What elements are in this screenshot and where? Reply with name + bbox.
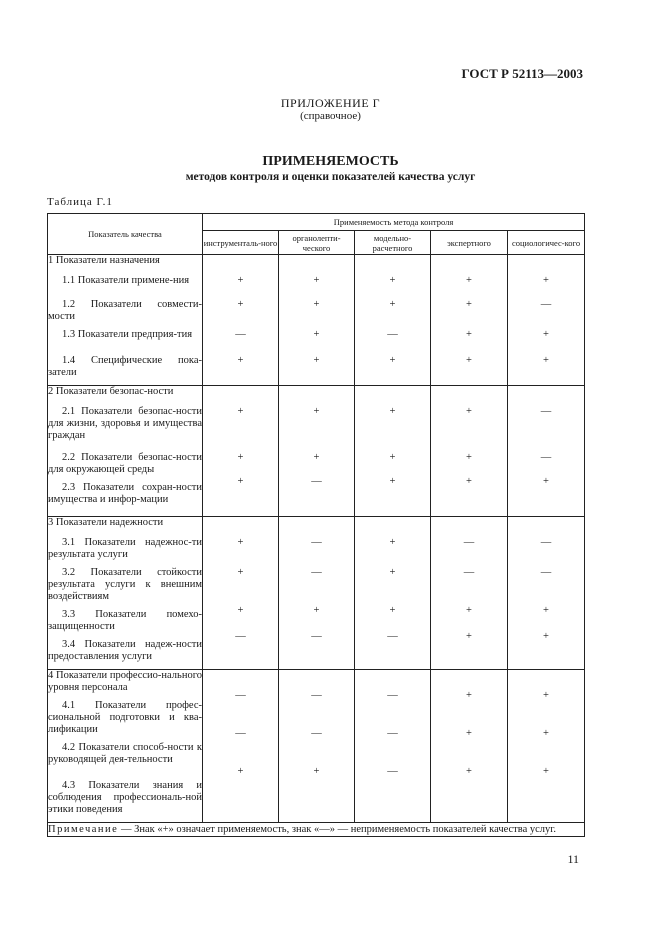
applicability-mark: + (389, 452, 396, 463)
criterion-item: 2.1 Показатели безопас-ности для жизни, здоровья и имущества граждан (48, 406, 202, 441)
method-value-cell (431, 670, 508, 823)
criterion-header: Показатель качества (48, 214, 203, 255)
applicability-mark: + (237, 537, 244, 548)
applicability-mark: + (543, 728, 549, 739)
document-subtitle: методов контроля и оценки показателей качества услуг (185, 171, 476, 183)
applicability-mark: + (466, 299, 472, 310)
applicability-mark: — (540, 537, 552, 548)
table-label: Таблица Г.1 (47, 196, 113, 208)
applicability-mark: — (235, 690, 246, 701)
criterion-item: 1.1 Показатели примене-ния (62, 275, 190, 286)
applicability-mark: — (235, 329, 246, 340)
criterion-item: 3.4 Показатели надеж-ности предоставления услуги (48, 639, 202, 662)
applicability-mark: + (237, 605, 244, 616)
method-value-cell (431, 517, 508, 670)
criterion-item: 1.4 Специфические пока-затели (48, 355, 202, 378)
applicability-mark: — (387, 631, 398, 642)
standard-number: ГОСТ Р 52113—2003 (461, 66, 583, 81)
applicability-mark: — (235, 631, 246, 642)
applicability-mark: + (466, 728, 472, 739)
applicability-mark: — (540, 299, 552, 310)
method-value-cell (508, 386, 585, 517)
criterion-cell (48, 670, 203, 823)
applicability-mark: + (237, 299, 244, 310)
criterion-cell (48, 386, 203, 517)
applicability-mark: + (466, 452, 472, 463)
criterion-item: 1.2 Показатели совмести-мости (48, 299, 202, 322)
applicability-mark: + (313, 299, 320, 310)
applicability-mark: + (466, 275, 472, 286)
annex-note: (справочное) (300, 110, 361, 122)
annex-title: ПРИЛОЖЕНИЕ Г (280, 96, 381, 110)
group-title: 3 Показатели надежности (48, 517, 164, 528)
criterion-item: 2.2 Показатели безопас-ности для окружающей среды (48, 452, 202, 475)
applicability-mark: + (466, 631, 472, 642)
applicability-mark: + (389, 355, 396, 366)
applicability-mark: + (313, 329, 320, 340)
method-value-cell (203, 517, 279, 670)
column-header: экспертного (431, 231, 508, 255)
criterion-item: 4.2 Показатели способ-ности к руководящей дея-тельности (48, 742, 202, 765)
applicability-mark: — (235, 728, 246, 739)
applicability-mark: — (540, 406, 552, 417)
method-value-cell (508, 255, 585, 386)
applicability-mark: + (543, 476, 549, 487)
method-value-cell (203, 255, 279, 386)
criterion-item: 4.1 Показатели профес-сиональной подготовки и ква-лификации (48, 700, 202, 735)
applicability-mark: + (466, 355, 472, 366)
applicability-mark: + (237, 355, 244, 366)
method-group-header: Применяемость метода контроля (203, 214, 585, 231)
applicability-mark: — (311, 728, 322, 739)
table-group-row (48, 670, 585, 823)
method-value-cell (279, 386, 355, 517)
applicability-mark: — (311, 567, 322, 578)
applicability-mark: + (543, 690, 549, 701)
applicability-mark: + (389, 406, 396, 417)
applicability-mark: + (313, 406, 320, 417)
criterion-cell (48, 255, 203, 386)
applicability-mark: + (543, 355, 549, 366)
applicability-mark: + (466, 406, 472, 417)
column-header: инструменталь-ного (203, 231, 279, 255)
criterion-item: 4.3 Показатели знания и соблюдения профессиональ-ной этики поведения (48, 780, 202, 815)
method-value-cell (431, 386, 508, 517)
applicability-mark: + (237, 275, 244, 286)
applicability-mark: + (313, 452, 320, 463)
table-group-row (48, 386, 585, 517)
applicability-mark: + (313, 766, 320, 777)
criterion-item: 1.3 Показатели предприя-тия (62, 329, 193, 340)
method-value-cell (355, 386, 431, 517)
applicability-mark: + (543, 766, 549, 777)
criterion-item: 3.2 Показатели стойкости результата услуги к внешним воздействиям (48, 567, 202, 602)
document-title: ПРИМЕНЯЕМОСТЬ (262, 154, 399, 169)
applicability-mark: — (387, 728, 398, 739)
criterion-item: 3.3 Показатели помехо-защищенности (48, 609, 202, 632)
applicability-mark: + (543, 605, 549, 616)
applicability-table (47, 213, 585, 837)
applicability-mark: + (389, 537, 396, 548)
applicability-mark: — (311, 537, 322, 548)
criterion-item: 2.3 Показатели сохран-ности имущества и инфор-мации (48, 482, 202, 505)
applicability-mark: — (387, 766, 398, 777)
applicability-mark: + (313, 355, 320, 366)
method-value-cell (279, 670, 355, 823)
method-value-cell (279, 517, 355, 670)
group-title: 2 Показатели безопас-ности (48, 386, 174, 397)
applicability-mark: + (466, 476, 472, 487)
note-text: — Знак «+» означает применяемость, знак «—» — неприменяемость показателей качества услуг. (118, 824, 557, 835)
method-value-cell (355, 255, 431, 386)
method-value-cell (355, 517, 431, 670)
applicability-mark: + (466, 329, 472, 340)
applicability-mark: — (540, 567, 552, 578)
applicability-mark: — (311, 631, 322, 642)
table-group-row (48, 255, 585, 386)
method-value-cell (508, 670, 585, 823)
applicability-mark: + (543, 275, 549, 286)
applicability-mark: — (463, 537, 475, 548)
applicability-mark: — (311, 690, 322, 701)
applicability-mark: + (237, 766, 244, 777)
note-lead: Примечание (48, 824, 119, 835)
table-note (48, 823, 585, 837)
page-number: 11 (567, 852, 579, 866)
applicability-mark: — (540, 452, 552, 463)
applicability-mark: + (237, 476, 244, 487)
applicability-mark: + (543, 631, 549, 642)
column-header: модельно-расчетного (355, 231, 431, 255)
column-header: социологичес-кого (508, 231, 585, 255)
column-header: органолепти-ческого (279, 231, 355, 255)
applicability-mark: + (237, 452, 244, 463)
group-title: 1 Показатели назначения (48, 255, 160, 266)
applicability-mark: + (237, 406, 244, 417)
applicability-mark: + (389, 275, 396, 286)
applicability-mark: + (466, 605, 472, 616)
applicability-mark: + (313, 275, 320, 286)
applicability-mark: — (387, 690, 398, 701)
table-group-row (48, 517, 585, 670)
applicability-mark: + (389, 605, 396, 616)
applicability-mark: — (387, 329, 398, 340)
applicability-mark: + (237, 567, 244, 578)
applicability-mark: + (389, 299, 396, 310)
applicability-mark: — (311, 476, 322, 487)
method-value-cell (431, 255, 508, 386)
applicability-mark: + (543, 329, 549, 340)
applicability-mark: — (463, 567, 475, 578)
criterion-item: 3.1 Показатели надежнос-ти результата услуги (48, 537, 202, 560)
method-value-cell (508, 517, 585, 670)
method-value-cell (279, 255, 355, 386)
applicability-mark: + (313, 605, 320, 616)
method-value-cell (355, 670, 431, 823)
method-value-cell (203, 670, 279, 823)
applicability-mark: + (466, 690, 472, 701)
group-title: 4 Показатели профессио-нального уровня персонала (48, 670, 202, 693)
applicability-mark: + (466, 766, 472, 777)
method-value-cell (203, 386, 279, 517)
criterion-cell (48, 517, 203, 670)
applicability-mark: + (389, 567, 396, 578)
applicability-mark: + (389, 476, 396, 487)
table-body (48, 255, 585, 823)
